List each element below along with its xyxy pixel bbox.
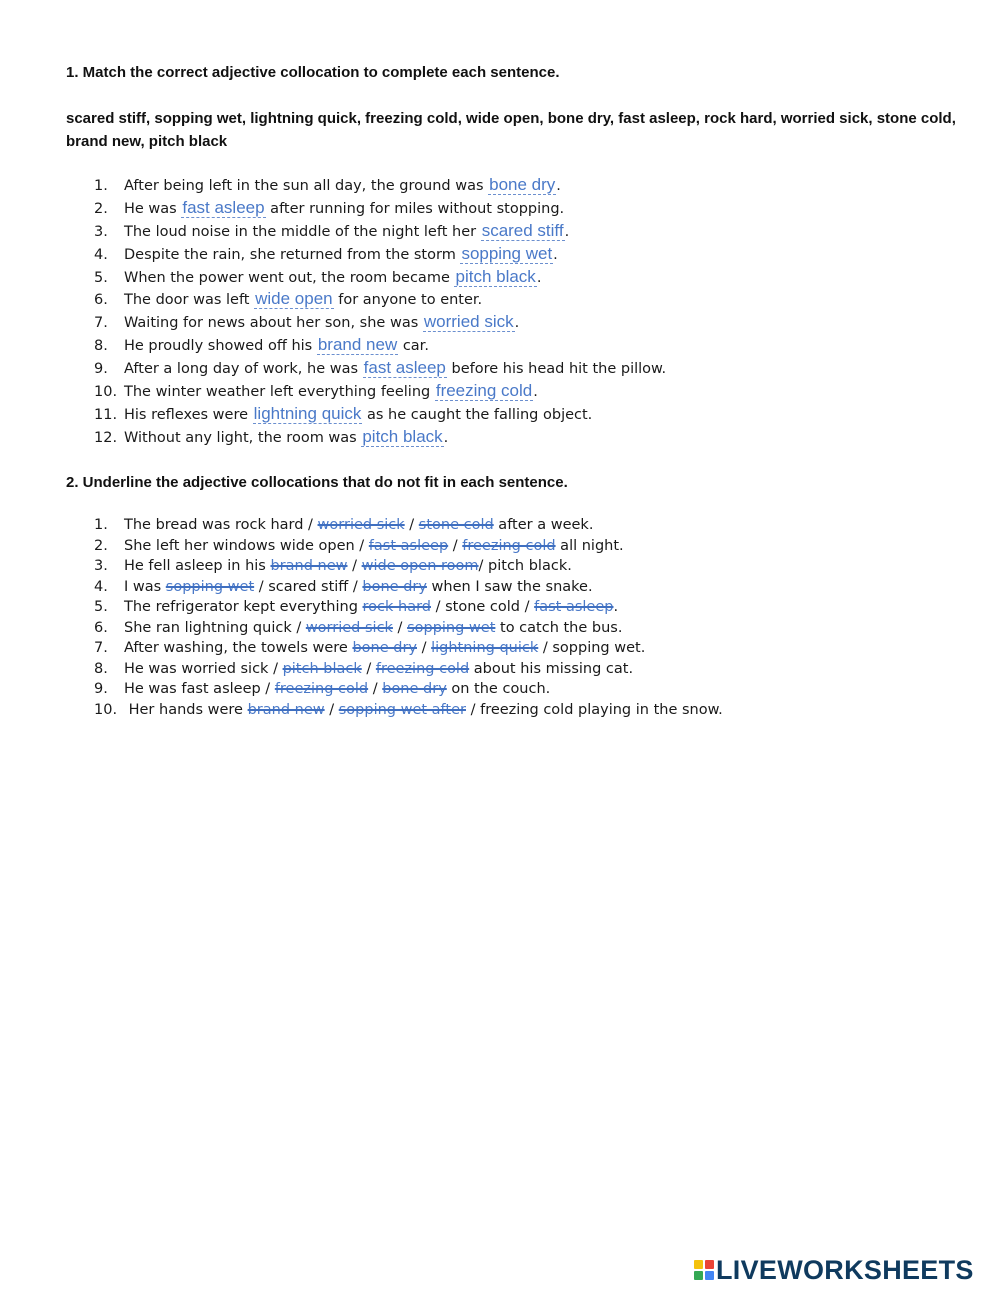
sentence-text: The bread was rock hard / — [124, 517, 318, 533]
exercise2-item — [94, 597, 723, 618]
sentence-text: / — [368, 681, 383, 697]
crossed-collocation[interactable]: lightning quick — [431, 640, 539, 656]
sentence-text: She ran lightning quick / — [124, 619, 306, 636]
exercise1-item — [94, 404, 666, 427]
answer-blank[interactable]: pitch black — [455, 266, 536, 286]
sentence-text: / — [448, 537, 463, 554]
liveworksheets-logo-icon — [694, 1260, 714, 1280]
crossed-collocation[interactable]: freezing cold — [462, 537, 556, 554]
sentence-text: on the couch. — [446, 681, 551, 697]
sentence-end: . — [533, 384, 538, 401]
sentence-text: all night. — [555, 537, 624, 554]
sentence-end: car. — [398, 338, 429, 355]
sentence-start: Waiting for news about her son, she was — [124, 315, 423, 332]
exercise1-item — [94, 358, 666, 381]
exercise1-item — [94, 289, 666, 312]
item-number: 6. — [94, 292, 108, 309]
answer-blank[interactable]: fast asleep — [182, 197, 265, 217]
sentence-start: His reflexes were — [124, 406, 253, 423]
item-number: 10. — [94, 384, 118, 401]
item-number: 1. — [94, 178, 108, 194]
item-number: 6. — [94, 619, 108, 636]
section2-heading: 2. Underline the adjective collocations that do not fit in each sentence. — [66, 474, 568, 491]
item-number: 10. — [94, 701, 118, 718]
crossed-collocation[interactable]: fast asleep — [534, 599, 614, 615]
sentence-start: When the power went out, the room became — [124, 269, 455, 286]
sentence-start: Despite the rain, she returned from the storm — [124, 246, 461, 263]
answer-blank[interactable]: pitch black — [362, 426, 443, 446]
sentence-end: . — [556, 178, 561, 194]
item-number: 8. — [94, 338, 108, 355]
sentence-start: After a long day of work, he was — [124, 361, 363, 378]
sentence-text: to catch the bus. — [495, 619, 623, 636]
answer-blank[interactable]: sopping wet — [461, 243, 553, 263]
item-number: 5. — [94, 599, 108, 615]
sentence-end: . — [443, 429, 449, 446]
sentence-start: He proudly showed off his — [124, 338, 317, 355]
logo-square-4 — [705, 1271, 714, 1280]
crossed-collocation[interactable]: stone cold — [418, 517, 494, 533]
item-number: 4. — [94, 578, 108, 595]
sentence-text: / — [324, 701, 339, 718]
logo-text: LIVEWORKSHEETS — [716, 1254, 974, 1285]
exercise2-item — [94, 700, 723, 721]
logo-square-1 — [694, 1260, 703, 1269]
item-number: 2. — [94, 200, 108, 217]
sentence-text: Her hands were — [124, 701, 248, 718]
sentence-text: / scared stiff / — [254, 578, 363, 595]
exercise2-item — [94, 577, 723, 598]
item-number: 7. — [94, 315, 108, 332]
sentence-text: She left her windows wide open / — [124, 537, 369, 554]
sentence-end: . — [553, 246, 558, 263]
exercise2-item — [94, 536, 723, 557]
sentence-text: / — [404, 517, 419, 533]
logo-square-2 — [705, 1260, 714, 1269]
sentence-text: / — [417, 640, 432, 656]
sentence-end: . — [514, 315, 520, 332]
crossed-collocation[interactable]: brand new — [270, 558, 348, 574]
answer-blank[interactable]: worried sick — [423, 312, 514, 332]
sentence-end: as he caught the falling object. — [362, 406, 593, 423]
item-number: 9. — [94, 361, 108, 378]
crossed-collocation[interactable]: freezing cold — [274, 681, 369, 697]
logo-square-3 — [694, 1271, 703, 1280]
answer-blank[interactable]: scared stiff — [481, 220, 564, 240]
exercise1-item — [94, 244, 666, 267]
sentence-text: after a week. — [493, 517, 594, 533]
sentence-start: Without any light, the room was — [124, 429, 362, 446]
exercise2-item — [94, 618, 723, 639]
sentence-text: / freezing cold playing in the snow. — [465, 701, 723, 718]
sentence-start: After being left in the sun all day, the ground was — [124, 178, 489, 194]
sentence-text: / — [347, 558, 362, 574]
crossed-collocation[interactable]: sopping wet — [165, 578, 255, 595]
exercise2-item — [94, 515, 723, 536]
sentence-text: / sopping wet. — [538, 640, 646, 656]
item-number: 1. — [94, 517, 108, 533]
sentence-text: / stone cold / — [431, 599, 535, 615]
sentence-text: He fell asleep in his — [124, 558, 271, 574]
answer-blank[interactable]: lightning quick — [253, 403, 362, 423]
item-number: 12. — [94, 429, 118, 446]
answer-blank[interactable]: freezing cold — [435, 381, 533, 401]
item-number: 2. — [94, 537, 108, 554]
exercise1-item — [94, 175, 666, 198]
crossed-collocation[interactable]: bone dry — [352, 640, 417, 656]
sentence-text: He was worried sick / — [124, 660, 283, 677]
sentence-end: after running for miles without stopping. — [265, 200, 565, 217]
exercise1-item — [94, 221, 666, 244]
sentence-text: After washing, the towels were — [124, 640, 353, 656]
sentence-text: / — [392, 619, 408, 636]
section1-heading: 1. Match the correct adjective collocation to complete each sentence. — [66, 64, 560, 81]
answer-blank[interactable]: wide open — [255, 289, 333, 309]
sentence-end: for anyone to enter. — [333, 292, 483, 309]
word-bank: scared stiff, sopping wet, lightning quick, freezing cold, wide open, bone dry, fast asleep, rock hard, worried sick, stone cold, brand new, pitch black — [66, 110, 956, 150]
answer-blank[interactable]: fast asleep — [363, 358, 446, 378]
sentence-start: The loud noise in the middle of the night left her — [124, 223, 481, 240]
crossed-collocation[interactable]: wide open room — [361, 558, 479, 574]
item-number: 3. — [94, 223, 108, 240]
item-number: 9. — [94, 681, 108, 697]
sentence-text: I was — [124, 578, 166, 595]
crossed-collocation[interactable]: fast asleep — [368, 537, 449, 554]
sentence-text: . — [613, 599, 619, 615]
exercise2-list — [94, 515, 723, 720]
exercise1-item — [94, 198, 666, 221]
exercise2-item — [94, 679, 723, 700]
crossed-collocation[interactable]: pitch black — [282, 660, 362, 677]
exercise1-item — [94, 312, 666, 335]
exercise2-item — [94, 638, 723, 659]
exercise1-item — [94, 427, 666, 450]
crossed-collocation[interactable]: sopping wet after — [338, 701, 466, 718]
sentence-end: before his head hit the pillow. — [446, 361, 667, 378]
answer-blank[interactable]: brand new — [317, 335, 398, 355]
sentence-text: about his missing cat. — [469, 660, 634, 677]
crossed-collocation[interactable]: worried sick — [305, 619, 393, 636]
exercise1-item — [94, 267, 666, 290]
item-number: 3. — [94, 558, 108, 574]
item-number: 8. — [94, 660, 108, 677]
crossed-collocation[interactable]: brand new — [247, 701, 325, 718]
item-number: 5. — [94, 269, 108, 286]
sentence-start: The door was left — [124, 292, 255, 309]
sentence-end: . — [536, 269, 542, 286]
crossed-collocation[interactable]: freezing cold — [375, 660, 470, 677]
exercise2-item — [94, 556, 723, 577]
crossed-collocation[interactable]: sopping wet — [407, 619, 496, 636]
crossed-collocation[interactable]: bone dry — [362, 578, 427, 595]
exercise1-list — [94, 175, 666, 450]
item-number: 4. — [94, 246, 108, 263]
sentence-text: / pitch black. — [478, 558, 572, 574]
sentence-text: / — [361, 660, 376, 677]
answer-blank[interactable]: bone dry — [489, 175, 556, 194]
crossed-collocation[interactable]: rock hard — [362, 599, 431, 615]
liveworksheets-logo — [694, 1255, 974, 1285]
sentence-text: He was fast asleep / — [124, 681, 275, 697]
exercise1-item — [94, 381, 666, 404]
sentence-end: . — [564, 223, 570, 240]
exercise1-item — [94, 335, 666, 358]
crossed-collocation[interactable]: bone dry — [382, 681, 447, 697]
sentence-text: when I saw the snake. — [426, 578, 593, 595]
sentence-start: He was — [124, 200, 182, 217]
item-number: 7. — [94, 640, 108, 656]
crossed-collocation[interactable]: worried sick — [317, 517, 405, 533]
sentence-start: The winter weather left everything feeling — [124, 384, 435, 401]
sentence-text: The refrigerator kept everything — [124, 599, 363, 615]
exercise2-item — [94, 659, 723, 680]
item-number: 11. — [94, 406, 118, 423]
